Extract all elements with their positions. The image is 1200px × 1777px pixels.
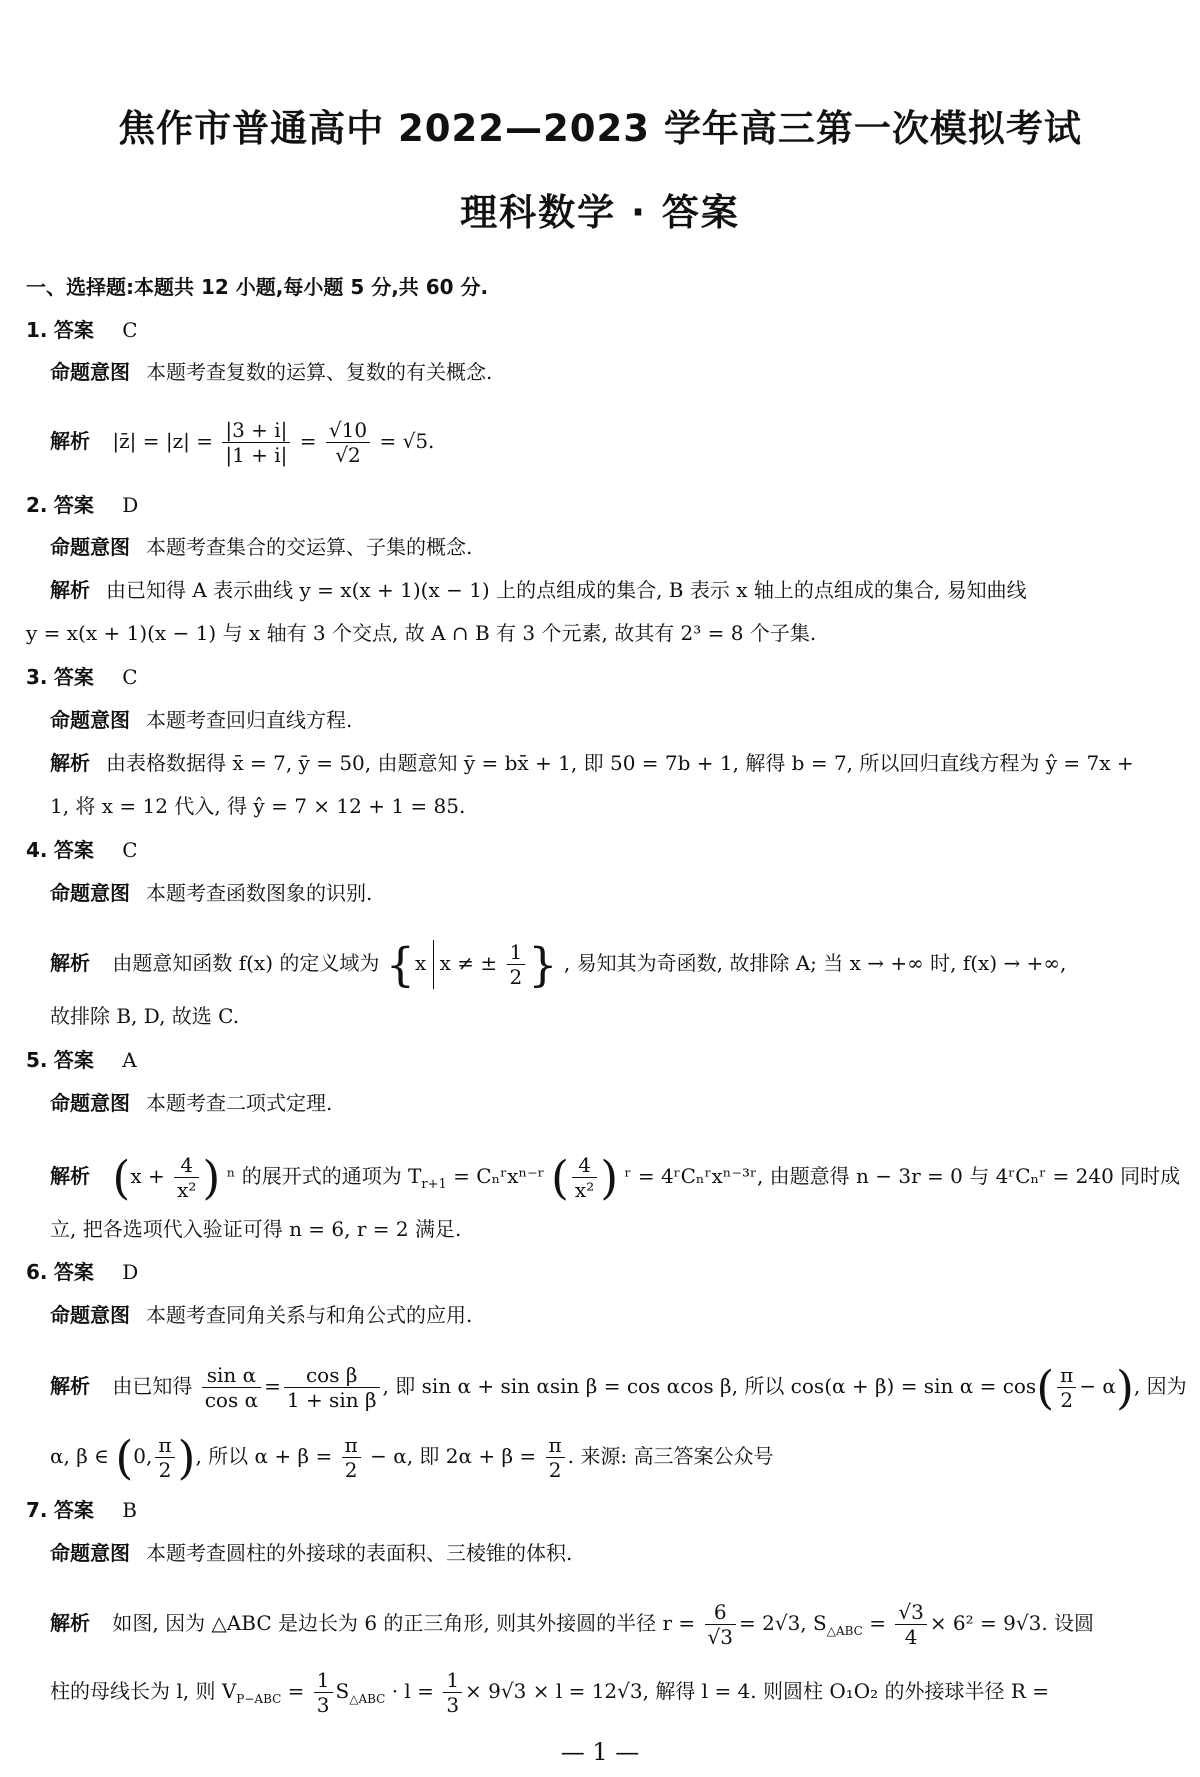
question-5-header: 5. 答案 A: [26, 1048, 137, 1072]
question-4-answer: C: [122, 838, 138, 862]
question-7-answer: B: [122, 1498, 137, 1522]
question-7-analysis-cont: 柱的母线长为 l, 则 $V_{P-ABC}$ = $\frac{1}{3}$ $S_{\triangle ABC} \cdot l$ = $\frac{1}{3}$ × 9√3 × l = 12√3, 解得 l = 4. 则圆柱 O₁O₂ 的外接球半径 R =: [50, 1668, 1050, 1717]
question-5-analysis: 解析 (x + $\frac{4}{\text{x²}}$ ) ⁿ 的展开式的通项为 $T_{r+1}$ = Cₙʳxⁿ⁻ʳ ( $\frac{4}{\text{x²}}$ ) ʳ = 4ʳCₙʳxⁿ⁻³ʳ, 由题意得 n − 3r = 0 与 4ʳCₙʳ = 240 同时成: [50, 1150, 1181, 1205]
question-2-analysis: 解析 由已知得 A 表示曲线 y = x(x + 1)(x − 1) 上的点组成的集合, B 表示 x 轴上的点组成的集合, 易知曲线: [50, 578, 1027, 602]
question-4-intent: 命题意图 本题考查函数图象的识别.: [50, 881, 373, 905]
question-2-intent: 命题意图 本题考查集合的交运算、子集的概念.: [50, 535, 473, 559]
question-5-answer: A: [122, 1048, 137, 1072]
question-3-header: 3. 答案 C: [26, 665, 138, 689]
page-number: — 1 —: [560, 1738, 640, 1766]
question-1-answer: C: [122, 318, 138, 342]
question-6-header: 6. 答案 D: [26, 1260, 139, 1284]
question-4-header: 4. 答案 C: [26, 838, 138, 862]
exam-title: 焦作市普通高中 2022—2023 学年高三第一次模拟考试: [118, 107, 1082, 150]
question-4-analysis-cont: 故排除 B, D, 故选 C.: [50, 1004, 240, 1028]
section-heading: 一、选择题:本题共 12 小题,每小题 5 分,共 60 分.: [26, 275, 489, 299]
question-6-intent: 命题意图 本题考查同角关系与和角公式的应用.: [50, 1303, 473, 1327]
question-6-answer: D: [122, 1260, 139, 1284]
question-2-header: 2. 答案 D: [26, 493, 139, 517]
question-7-intent: 命题意图 本题考查圆柱的外接球的表面积、三棱锥的体积.: [50, 1541, 573, 1565]
question-1-header: 1. 答案 C: [26, 318, 138, 342]
question-3-intent: 命题意图 本题考查回归直线方程.: [50, 708, 353, 732]
question-5-analysis-cont: 立, 把各选项代入验证可得 n = 6, r = 2 满足.: [50, 1217, 462, 1241]
question-3-answer: C: [122, 665, 138, 689]
question-7-header: 7. 答案 B: [26, 1498, 137, 1522]
question-6-analysis-cont: α, β ∈ (0, $\frac{\pi}{2}$ ), 所以 α + β = $\frac{\pi}{2}$ − α, 即 2α + β = $\frac{\pi}{2}$ . 来源: 高三答案公众号: [50, 1430, 774, 1485]
question-4-analysis: 解析 由题意知函数 f(x) 的定义域为 {x x ≠ ± $\frac{1}{2}$ } , 易知其为奇函数, 故排除 A; 当 x → +∞ 时, f(x) → +∞,: [50, 937, 1067, 992]
question-3-analysis-cont: 1, 将 x = 12 代入, 得 ŷ = 7 × 12 + 1 = 85.: [50, 794, 466, 818]
question-2-answer: D: [122, 493, 139, 517]
question-1-intent: 命题意图 本题考查复数的运算、复数的有关概念.: [50, 360, 493, 384]
question-6-analysis: 解析 由已知得 $\frac{\text{sin α}}{\text{cos α}}$ = $\frac{\text{cos β}}{\text{1 + sin β}}$ , 即 sin α + sin αsin β = cos αcos β, 所以 cos(α + β) = sin α = cos( $\frac{\pi}{2}$ − α), 因为: [50, 1360, 1187, 1415]
exam-subtitle: 理科数学 · 答案: [460, 191, 740, 234]
question-7-analysis: 解析 如图, 因为 △ABC 是边长为 6 的正三角形, 则其外接圆的半径 r = $\frac{6}{√3}$ = 2√3, $S_{\triangle ABC}$ = $\frac{√3}{4}$ × 6² = 9√3. 设圆: [50, 1600, 1095, 1649]
question-1-analysis: 解析 |z̄| = |z| = $\frac{|3 + i|}{|1 + i|}$ = $\frac{√10}{√2}$ = √5.: [50, 418, 435, 467]
question-3-analysis: 解析 由表格数据得 x̄ = 7, ȳ = 50, 由题意知 ȳ = bx̄ + 1, 即 50 = 7b + 1, 解得 b = 7, 所以回归直线方程为 ŷ = 7x +: [50, 751, 1134, 775]
question-2-analysis-cont: y = x(x + 1)(x − 1) 与 x 轴有 3 个交点, 故 A ∩ B 有 3 个元素, 故其有 2³ = 8 个子集.: [26, 621, 817, 645]
question-5-intent: 命题意图 本题考查二项式定理.: [50, 1091, 333, 1115]
